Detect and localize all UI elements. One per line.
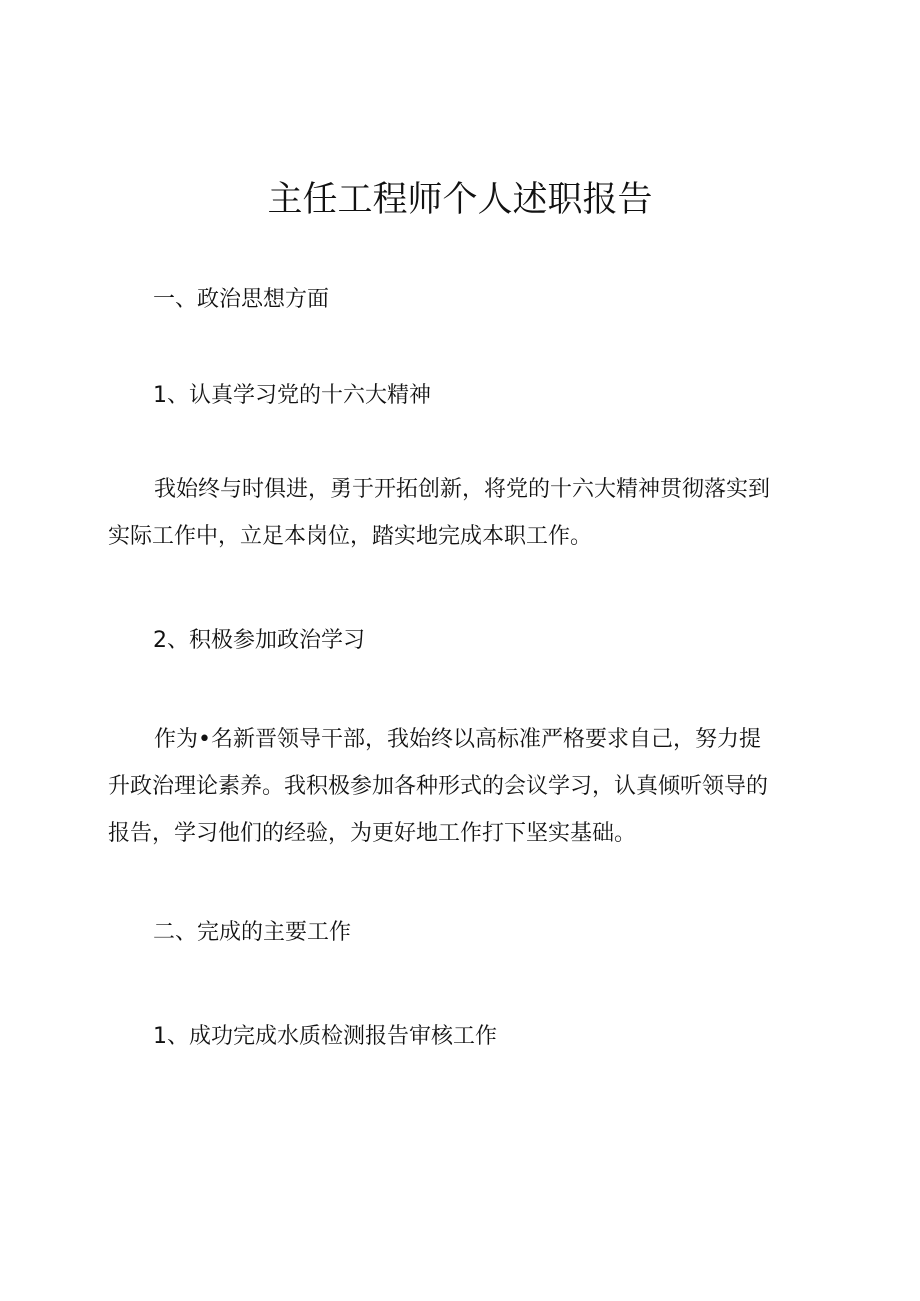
- paragraph-line: 我始终与时俱进，勇于开拓创新，将党的十六大精神贯彻落实到: [154, 477, 771, 502]
- subheading-water-quality: 1、成功完成水质检测报告审核工作: [153, 1024, 497, 1049]
- document-title: 主任工程师个人述职报告: [267, 180, 653, 220]
- paragraph-line: 升政治理论素养。我积极参加各种形式的会议学习，认真倾听领导的: [108, 774, 769, 799]
- paragraph-line: 实际工作中，立足本岗位，踏实地完成本职工作。: [108, 524, 593, 549]
- subheading-political-study: 2、积极参加政治学习: [153, 628, 365, 653]
- paragraph-line: 报告，学习他们的经验，为更好地工作打下坚实基础。: [108, 821, 637, 846]
- section-heading-political: 一、政治思想方面: [153, 287, 330, 312]
- paragraph-line: 作为•名新晋领导干部，我始终以高标准严格要求自己，努力提: [154, 727, 761, 752]
- subheading-study-spirit: 1、认真学习党的十六大精神: [153, 383, 431, 408]
- paragraph-study-spirit: [108, 466, 823, 560]
- section-heading-main-work: 二、完成的主要工作: [153, 920, 352, 945]
- paragraph-political-study: [108, 716, 823, 857]
